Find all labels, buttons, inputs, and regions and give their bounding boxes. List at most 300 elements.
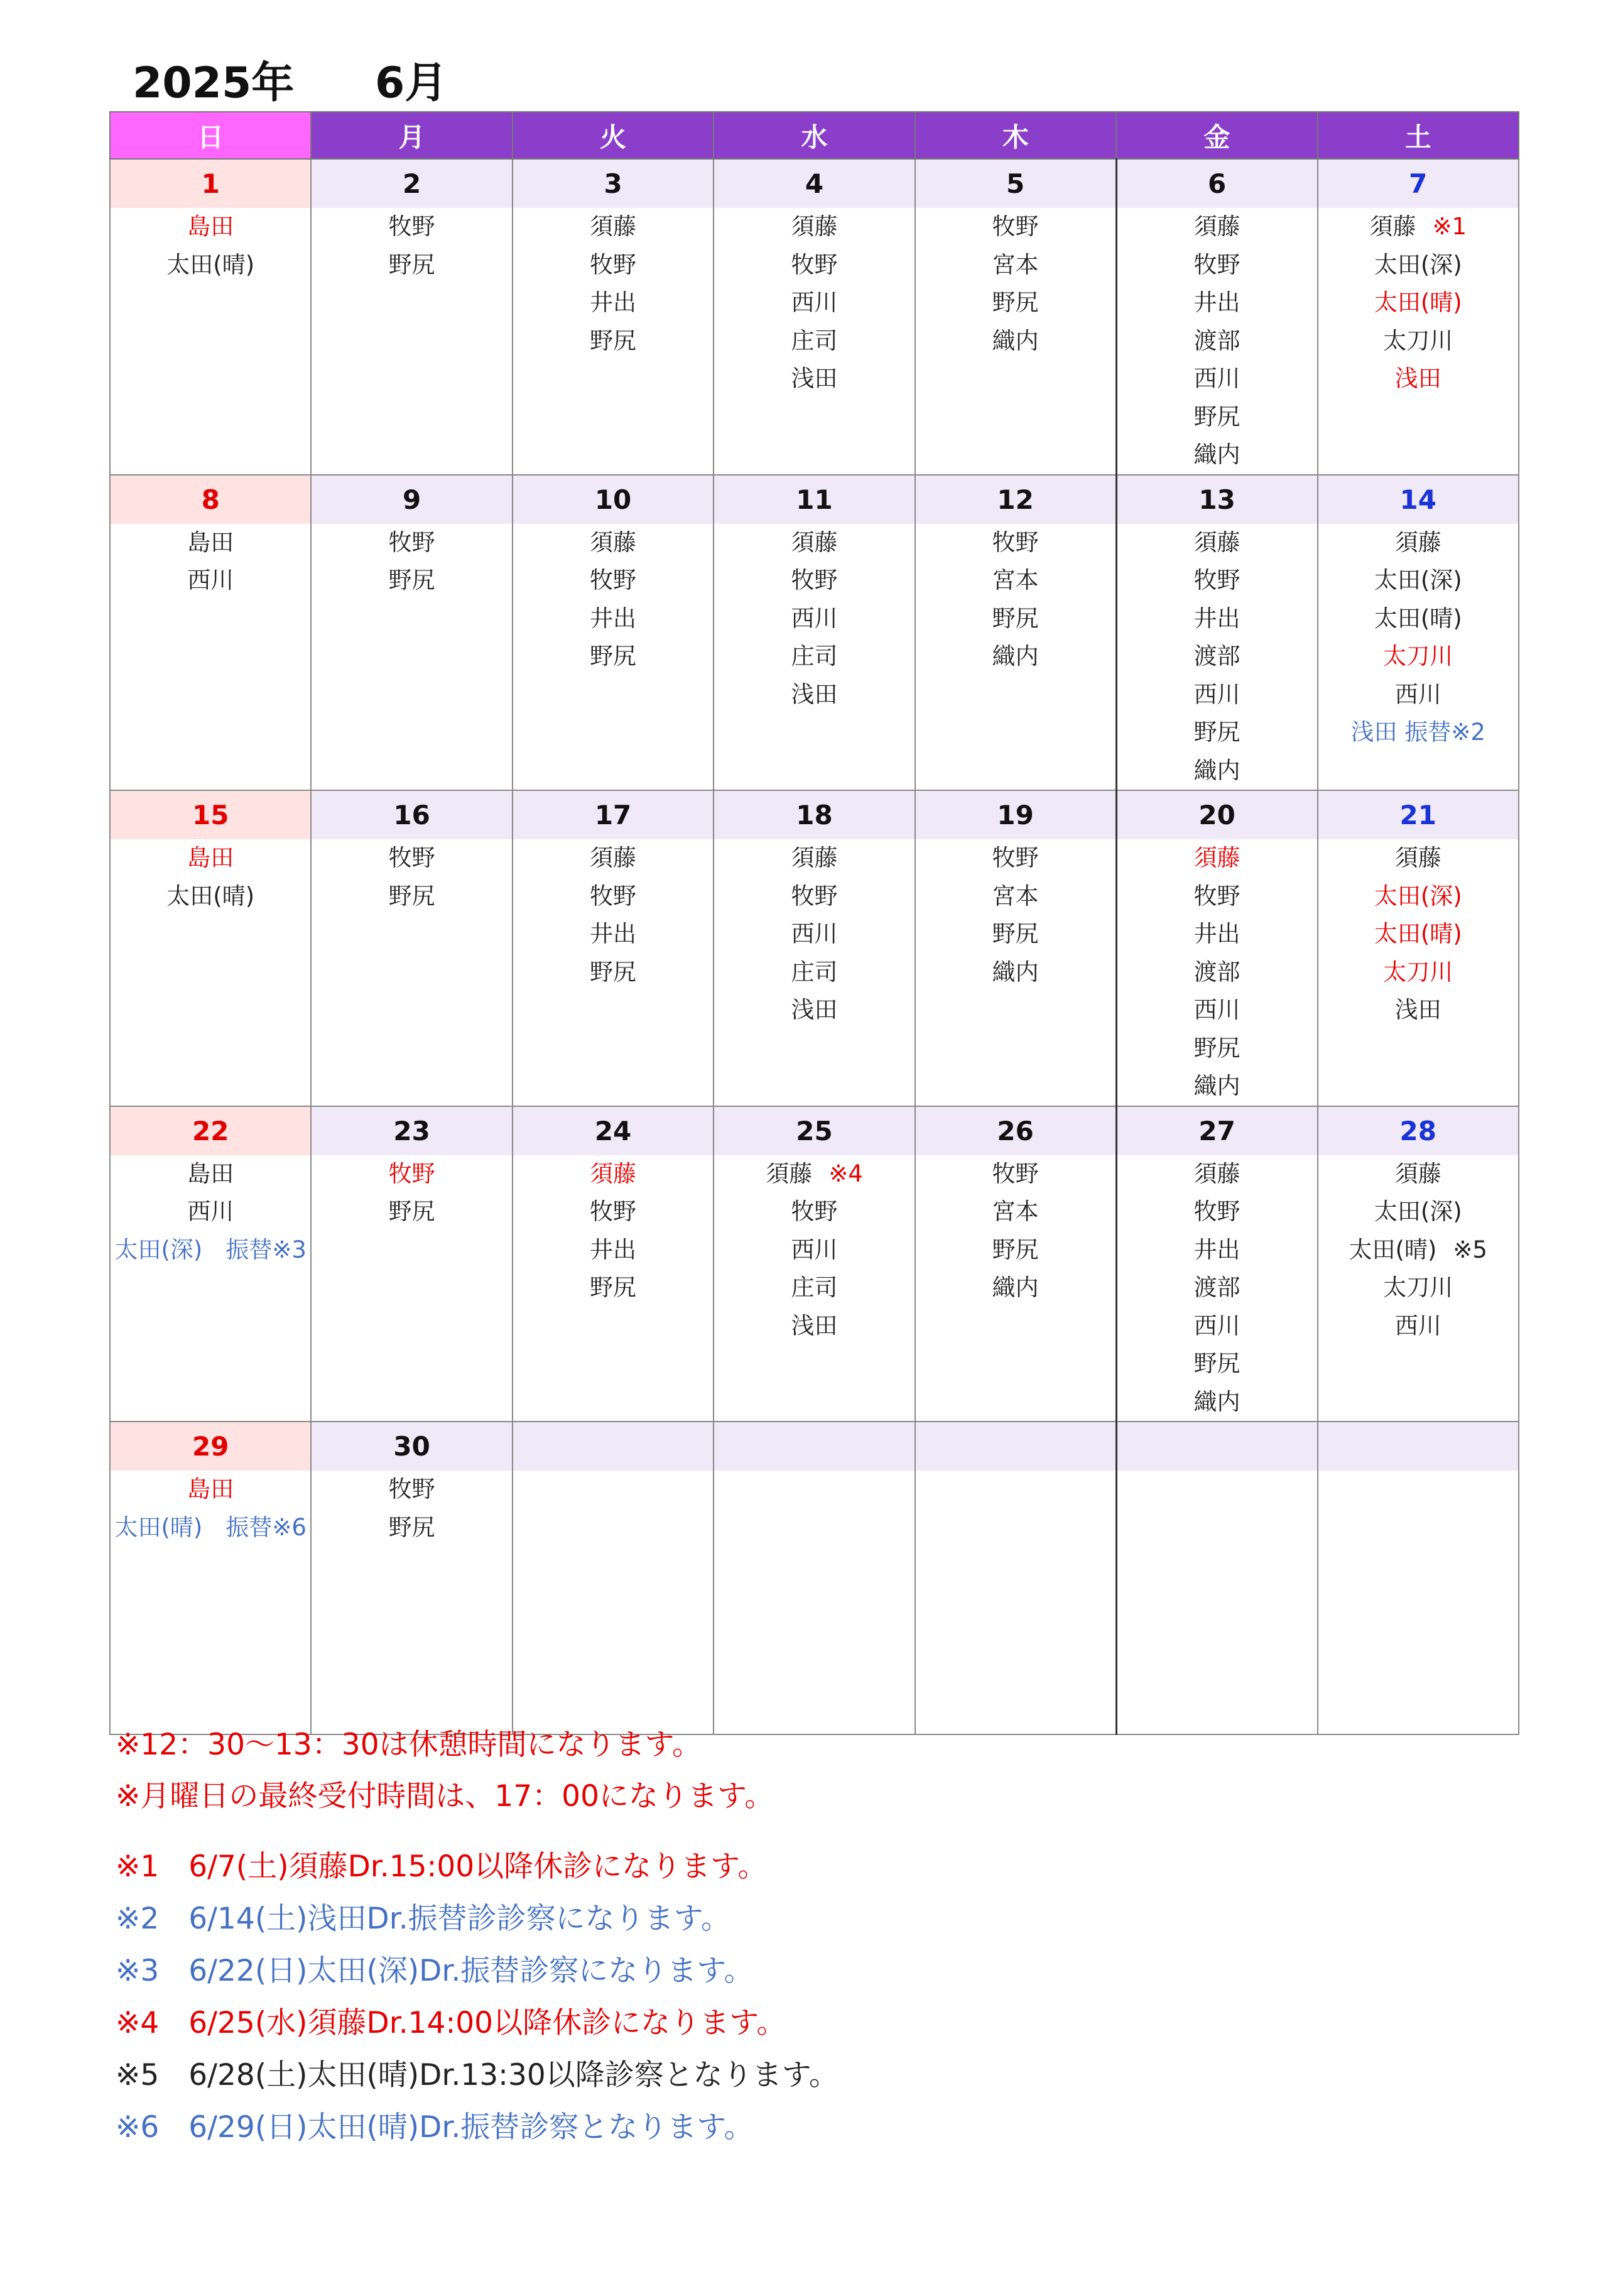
doctor-name-text: 須藤 bbox=[590, 528, 637, 556]
doctor-name-text: 野尻 bbox=[388, 1513, 435, 1541]
footnote: ※2 6/14(土)浅田Dr.振替診診察になります。 bbox=[116, 1902, 730, 1936]
doctor-name-text: 牧野 bbox=[791, 251, 838, 278]
day-cell bbox=[513, 475, 714, 791]
doctor-name bbox=[1318, 600, 1518, 638]
doctor-name bbox=[714, 284, 914, 322]
doctor-name bbox=[714, 1269, 914, 1307]
doctor-name-text: 井出 bbox=[1193, 604, 1240, 632]
day-number: 26 bbox=[916, 1107, 1115, 1155]
doctor-name bbox=[1318, 322, 1518, 361]
doctor-name-text: 須藤 bbox=[1394, 1160, 1441, 1187]
day-number: 8 bbox=[111, 476, 310, 524]
day-cell bbox=[1116, 1106, 1317, 1422]
doctor-name-text: 牧野 bbox=[791, 1198, 838, 1225]
doctor-name bbox=[1318, 562, 1518, 600]
doctor-name bbox=[1318, 954, 1518, 992]
doctor-name bbox=[916, 1193, 1115, 1231]
day-number: 3 bbox=[513, 160, 713, 208]
doctor-name bbox=[1318, 524, 1518, 562]
doctor-name-text: 牧野 bbox=[590, 1198, 637, 1225]
day-number: 29 bbox=[111, 1422, 310, 1471]
doctor-name-text: 野尻 bbox=[590, 327, 637, 354]
doctor-name bbox=[513, 322, 713, 361]
doctor-name-text: 宮本 bbox=[992, 882, 1039, 910]
day-number: 15 bbox=[111, 791, 310, 839]
doctor-name bbox=[111, 524, 310, 562]
doctor-name bbox=[714, 991, 914, 1030]
doctor-name bbox=[312, 1155, 511, 1194]
doctor-name-text: 須藤 bbox=[791, 844, 838, 871]
doctor-name-text: 西川 bbox=[1193, 680, 1240, 708]
doctor-name-text: 太田(深) bbox=[1374, 882, 1462, 910]
doctor-name bbox=[916, 524, 1115, 562]
day-number: 24 bbox=[513, 1107, 713, 1155]
day-number: 30 bbox=[312, 1422, 511, 1471]
day-cell bbox=[1116, 159, 1317, 475]
day-number: 16 bbox=[312, 791, 511, 839]
doctor-list bbox=[916, 208, 1115, 360]
doctor-name-text: 太田(晴) bbox=[1374, 289, 1462, 316]
doctor-name-text: 宮本 bbox=[992, 567, 1039, 594]
doctor-name bbox=[312, 1471, 511, 1509]
doctor-name-text: 井出 bbox=[1193, 289, 1240, 316]
footnote: ※月曜日の最終受付時間は、17：00になります。 bbox=[116, 1779, 774, 1814]
doctor-name-text: 織内 bbox=[992, 327, 1039, 354]
doctor-name-text: 西川 bbox=[187, 567, 234, 594]
week-row bbox=[110, 1422, 1519, 1734]
day-number bbox=[513, 1422, 713, 1471]
doctor-name bbox=[312, 524, 511, 562]
day-number: 10 bbox=[513, 476, 713, 524]
doctor-name bbox=[916, 562, 1115, 600]
doctor-list bbox=[312, 1155, 511, 1231]
doctor-name bbox=[916, 1269, 1115, 1307]
day-number bbox=[714, 1422, 914, 1471]
doctor-name-text: 渡部 bbox=[1193, 643, 1240, 670]
day-number: 19 bbox=[916, 791, 1115, 839]
doctor-name-text: 西川 bbox=[1394, 1312, 1441, 1339]
doctor-name-text: 島田 bbox=[187, 1160, 234, 1187]
doctor-name bbox=[1117, 954, 1317, 992]
doctor-name bbox=[1117, 524, 1317, 562]
doctor-name bbox=[916, 208, 1115, 246]
doctor-list bbox=[1117, 839, 1317, 1106]
doctor-name bbox=[513, 524, 713, 562]
doctor-name-text: 太田(晴) bbox=[1374, 604, 1462, 632]
day-number: 5 bbox=[916, 160, 1115, 208]
week-row bbox=[110, 475, 1519, 791]
doctor-name-text: 庄司 bbox=[791, 1274, 838, 1301]
doctor-name bbox=[513, 1231, 713, 1270]
day-number: 23 bbox=[312, 1107, 511, 1155]
doctor-list bbox=[312, 1471, 511, 1547]
doctor-name-text: 牧野 bbox=[791, 567, 838, 594]
doctor-name bbox=[1117, 436, 1317, 474]
doctor-name-text: 牧野 bbox=[388, 1476, 435, 1503]
doctor-name-text: 庄司 bbox=[791, 958, 838, 986]
doctor-name-text: 牧野 bbox=[1193, 567, 1240, 594]
doctor-name-text: 島田 bbox=[187, 1476, 234, 1503]
doctor-name bbox=[1117, 1383, 1317, 1422]
footnote: ※5 6/28(土)太田(晴)Dr.13:30以降診察となります。 bbox=[116, 2058, 839, 2092]
doctor-name bbox=[1117, 1269, 1317, 1307]
doctor-name-text: 太田(晴) bbox=[1374, 920, 1462, 947]
doctor-name bbox=[1117, 284, 1317, 322]
day-cell bbox=[915, 790, 1116, 1106]
doctor-name-text: 西川 bbox=[1394, 680, 1441, 708]
day-cell bbox=[714, 1106, 915, 1422]
doctor-name bbox=[1117, 991, 1317, 1030]
day-cell bbox=[1116, 475, 1317, 791]
doctor-name bbox=[312, 246, 511, 285]
doctor-name bbox=[1117, 322, 1317, 361]
doctor-name bbox=[513, 562, 713, 600]
doctor-list bbox=[714, 208, 914, 398]
doctor-name bbox=[1117, 1345, 1317, 1383]
empty-day-cell bbox=[915, 1422, 1116, 1734]
doctor-name-text: 井出 bbox=[590, 604, 637, 632]
doctor-name-text: 牧野 bbox=[388, 528, 435, 556]
doctor-list bbox=[513, 839, 713, 991]
doctor-name bbox=[916, 839, 1115, 878]
doctor-name bbox=[714, 638, 914, 676]
month-label: 6月 bbox=[375, 58, 448, 108]
doctor-name bbox=[111, 839, 310, 878]
weekday-sun: 日 bbox=[110, 112, 311, 159]
doctor-name-text: 牧野 bbox=[388, 213, 435, 240]
weekday-header-row bbox=[110, 112, 1519, 159]
footnote: ※6 6/29(日)太田(晴)Dr.振替診察となります。 bbox=[116, 2110, 754, 2145]
day-number: 18 bbox=[714, 791, 914, 839]
doctor-name-text: 牧野 bbox=[590, 251, 637, 278]
doctor-list bbox=[916, 524, 1115, 676]
day-cell bbox=[513, 790, 714, 1106]
doctor-name-text: 牧野 bbox=[791, 882, 838, 910]
doctor-name bbox=[513, 915, 713, 954]
doctor-name bbox=[714, 524, 914, 562]
doctor-name-text: 須藤 bbox=[1394, 844, 1441, 871]
day-cell bbox=[311, 1106, 512, 1422]
doctor-list bbox=[111, 524, 310, 600]
week-row bbox=[110, 790, 1519, 1106]
day-number: 1 bbox=[111, 160, 310, 208]
doctor-name bbox=[916, 322, 1115, 361]
doctor-name-text: 西川 bbox=[1193, 365, 1240, 392]
empty-day-cell bbox=[714, 1422, 915, 1734]
doctor-name bbox=[1318, 246, 1518, 285]
doctor-name-text: 野尻 bbox=[388, 567, 435, 594]
doctor-name-text: 井出 bbox=[590, 289, 637, 316]
weekday-sat: 土 bbox=[1318, 112, 1519, 159]
doctor-name-text: 渡部 bbox=[1193, 958, 1240, 986]
doctor-name bbox=[916, 1155, 1115, 1194]
doctor-name-text: 浅田 bbox=[791, 365, 838, 392]
doctor-name bbox=[714, 1307, 914, 1346]
footnote: ※4 6/25(水)須藤Dr.14:00以降休診になります。 bbox=[116, 2006, 786, 2040]
doctor-name bbox=[1318, 991, 1518, 1030]
day-cell bbox=[1318, 159, 1519, 475]
doctor-list bbox=[714, 1155, 914, 1346]
doctor-name bbox=[714, 915, 914, 954]
doctor-name bbox=[1318, 638, 1518, 676]
doctor-name bbox=[312, 208, 511, 246]
doctor-name bbox=[1318, 284, 1518, 322]
doctor-name-text: 野尻 bbox=[590, 643, 637, 670]
doctor-name-text: 太田(深) 振替※3 bbox=[114, 1236, 307, 1263]
day-cell bbox=[110, 159, 311, 475]
empty-day-cell bbox=[1116, 1422, 1317, 1734]
doctor-name bbox=[916, 638, 1115, 676]
doctor-name bbox=[513, 246, 713, 285]
doctor-name bbox=[1117, 915, 1317, 954]
doctor-name bbox=[916, 284, 1115, 322]
doctor-name-text: 野尻 bbox=[992, 604, 1039, 632]
doctor-name bbox=[513, 638, 713, 676]
doctor-name bbox=[513, 600, 713, 638]
doctor-name-text: 牧野 bbox=[590, 567, 637, 594]
doctor-list bbox=[312, 524, 511, 600]
doctor-name bbox=[714, 246, 914, 285]
doctor-name bbox=[714, 360, 914, 398]
day-cell bbox=[714, 790, 915, 1106]
day-number: 4 bbox=[714, 160, 914, 208]
doctor-name bbox=[1117, 714, 1317, 752]
empty-day-cell bbox=[513, 1422, 714, 1734]
doctor-name-text: 太田(晴) bbox=[166, 882, 255, 910]
doctor-name bbox=[111, 562, 310, 600]
doctor-name bbox=[1318, 208, 1518, 246]
doctor-name bbox=[916, 1231, 1115, 1270]
day-cell bbox=[513, 159, 714, 475]
doctor-name bbox=[714, 562, 914, 600]
doctor-name bbox=[714, 954, 914, 992]
doctor-name bbox=[312, 1193, 511, 1231]
day-cell bbox=[1318, 1106, 1519, 1422]
doctor-name-text: 牧野 bbox=[388, 1160, 435, 1187]
day-cell bbox=[311, 475, 512, 791]
doctor-name bbox=[111, 1231, 310, 1270]
doctor-list bbox=[1318, 839, 1518, 1030]
doctor-name-text: 太刀川 bbox=[1383, 643, 1453, 670]
doctor-name-text: 須藤 bbox=[1193, 844, 1240, 871]
day-cell bbox=[714, 475, 915, 791]
doctor-name-text: 西川 bbox=[791, 289, 838, 316]
day-number: 9 bbox=[312, 476, 511, 524]
doctor-list bbox=[1117, 1155, 1317, 1422]
doctor-name-text: 須藤 bbox=[791, 528, 838, 556]
doctor-list bbox=[1318, 524, 1518, 752]
doctor-name bbox=[1117, 1067, 1317, 1106]
doctor-name-text: 牧野 bbox=[1193, 882, 1240, 910]
doctor-list bbox=[916, 839, 1115, 991]
doctor-name bbox=[916, 915, 1115, 954]
doctor-name-text: 牧野 bbox=[992, 213, 1039, 240]
doctor-name-text: 牧野 bbox=[590, 882, 637, 910]
doctor-list bbox=[111, 208, 310, 284]
doctor-name-text: 井出 bbox=[590, 1236, 637, 1263]
doctor-name bbox=[916, 246, 1115, 285]
doctor-list bbox=[513, 208, 713, 360]
day-cell bbox=[714, 159, 915, 475]
doctor-name bbox=[1318, 360, 1518, 398]
doctor-name-text: 庄司 bbox=[791, 643, 838, 670]
doctor-list bbox=[111, 839, 310, 915]
footnote: ※12：30～13：30は休憩時間になります。 bbox=[116, 1727, 702, 1762]
doctor-name-text: 牧野 bbox=[992, 844, 1039, 871]
doctor-name bbox=[1117, 1030, 1317, 1068]
day-cell bbox=[1318, 790, 1519, 1106]
doctor-name-text: 須藤 bbox=[1193, 1160, 1240, 1187]
doctor-list bbox=[916, 1155, 1115, 1307]
note-mark: ※5 bbox=[1453, 1236, 1487, 1263]
doctor-name bbox=[714, 1155, 914, 1194]
day-number bbox=[1117, 1422, 1317, 1471]
doctor-name-text: 牧野 bbox=[992, 1160, 1039, 1187]
day-cell bbox=[110, 475, 311, 791]
doctor-name-text: 野尻 bbox=[992, 920, 1039, 947]
doctor-name-text: 牧野 bbox=[1193, 1198, 1240, 1225]
doctor-list bbox=[111, 1471, 310, 1547]
doctor-name-text: 太田(晴) bbox=[166, 251, 255, 278]
weekday-wed: 水 bbox=[714, 112, 915, 159]
doctor-name-text: 渡部 bbox=[1193, 1274, 1240, 1301]
doctor-name bbox=[1117, 638, 1317, 676]
day-number: 2 bbox=[312, 160, 511, 208]
doctor-name bbox=[312, 562, 511, 600]
day-cell bbox=[311, 790, 512, 1106]
doctor-name-text: 野尻 bbox=[388, 251, 435, 278]
doctor-name bbox=[513, 1193, 713, 1231]
empty-day-cell bbox=[1318, 1422, 1519, 1734]
doctor-name-text: 西川 bbox=[791, 920, 838, 947]
doctor-name bbox=[1117, 398, 1317, 437]
day-cell bbox=[915, 1106, 1116, 1422]
doctor-name bbox=[1318, 1307, 1518, 1346]
weekday-thu: 木 bbox=[915, 112, 1116, 159]
doctor-name bbox=[312, 878, 511, 916]
note-mark: ※4 bbox=[828, 1160, 863, 1187]
day-cell bbox=[1318, 475, 1519, 791]
doctor-name-text: 野尻 bbox=[992, 289, 1039, 316]
doctor-name-text: 須藤 bbox=[1193, 528, 1240, 556]
doctor-name bbox=[1318, 1231, 1518, 1270]
day-number: 20 bbox=[1117, 791, 1317, 839]
doctor-name bbox=[714, 208, 914, 246]
doctor-name bbox=[714, 1193, 914, 1231]
doctor-name bbox=[714, 676, 914, 714]
doctor-name bbox=[916, 878, 1115, 916]
doctor-list bbox=[312, 839, 511, 915]
calendar-grid bbox=[109, 111, 1519, 1735]
doctor-name bbox=[513, 954, 713, 992]
doctor-name-text: 織内 bbox=[1193, 756, 1240, 784]
doctor-name bbox=[1117, 246, 1317, 285]
doctor-name-text: 野尻 bbox=[590, 958, 637, 986]
doctor-name-text: 太田(深) bbox=[1374, 567, 1462, 594]
doctor-name-text: 須藤 bbox=[791, 213, 838, 240]
doctor-name bbox=[312, 839, 511, 878]
doctor-name bbox=[513, 839, 713, 878]
day-cell bbox=[915, 475, 1116, 791]
doctor-name-text: 織内 bbox=[1193, 441, 1240, 468]
day-number: 13 bbox=[1117, 476, 1317, 524]
doctor-list bbox=[1318, 208, 1518, 398]
doctor-name-text: 野尻 bbox=[388, 882, 435, 910]
day-number: 22 bbox=[111, 1107, 310, 1155]
doctor-name-text: 牧野 bbox=[388, 844, 435, 871]
doctor-name bbox=[111, 878, 310, 916]
doctor-name bbox=[111, 1471, 310, 1509]
doctor-name-text: 宮本 bbox=[992, 251, 1039, 278]
doctor-list bbox=[1117, 524, 1317, 790]
doctor-name bbox=[1318, 878, 1518, 916]
doctor-list bbox=[714, 524, 914, 714]
doctor-list bbox=[513, 524, 713, 676]
doctor-name bbox=[1318, 676, 1518, 714]
doctor-name bbox=[1318, 839, 1518, 878]
doctor-name bbox=[111, 1193, 310, 1231]
day-cell bbox=[110, 1106, 311, 1422]
doctor-name-text: 須藤 bbox=[1369, 213, 1416, 240]
doctor-name-text: 野尻 bbox=[590, 1274, 637, 1301]
footnote: ※3 6/22(日)太田(深)Dr.振替診察になります。 bbox=[116, 1954, 754, 1988]
doctor-name-text: 渡部 bbox=[1193, 327, 1240, 354]
doctor-name-text: 太田(深) bbox=[1374, 1198, 1462, 1225]
doctor-name bbox=[714, 878, 914, 916]
doctor-name-text: 織内 bbox=[992, 958, 1039, 986]
doctor-name-text: 野尻 bbox=[1193, 403, 1240, 430]
doctor-name bbox=[1117, 208, 1317, 246]
doctor-name-text: 太刀川 bbox=[1383, 1274, 1453, 1301]
doctor-name-text: 庄司 bbox=[791, 327, 838, 354]
doctor-name-text: 島田 bbox=[187, 213, 234, 240]
doctor-name-text: 須藤 bbox=[590, 1160, 637, 1187]
weekday-tue: 火 bbox=[513, 112, 714, 159]
doctor-name bbox=[1117, 1155, 1317, 1194]
day-cell bbox=[110, 1422, 311, 1734]
doctor-name-text: 織内 bbox=[1193, 1388, 1240, 1415]
doctor-name bbox=[111, 208, 310, 246]
doctor-name-text: 織内 bbox=[992, 1274, 1039, 1301]
doctor-name bbox=[1117, 1231, 1317, 1270]
day-number bbox=[1318, 1422, 1518, 1471]
doctor-name-text: 西川 bbox=[1193, 1312, 1240, 1339]
doctor-name bbox=[1117, 839, 1317, 878]
doctor-name bbox=[312, 1509, 511, 1547]
doctor-name bbox=[1117, 600, 1317, 638]
day-cell bbox=[513, 1106, 714, 1422]
day-number: 28 bbox=[1318, 1107, 1518, 1155]
doctor-name-text: 井出 bbox=[590, 920, 637, 947]
doctor-name bbox=[513, 208, 713, 246]
day-cell bbox=[915, 159, 1116, 475]
doctor-name-text: 須藤 bbox=[590, 844, 637, 871]
doctor-name-text: 浅田 振替※2 bbox=[1350, 719, 1485, 746]
doctor-name bbox=[513, 284, 713, 322]
doctor-name-text: 浅田 bbox=[791, 680, 838, 708]
doctor-name-text: 西川 bbox=[791, 604, 838, 632]
doctor-name bbox=[1318, 714, 1518, 752]
doctor-name-text: 織内 bbox=[992, 643, 1039, 670]
doctor-name bbox=[1117, 562, 1317, 600]
doctor-name bbox=[714, 600, 914, 638]
doctor-name-text: 井出 bbox=[1193, 1236, 1240, 1263]
doctor-name bbox=[916, 954, 1115, 992]
doctor-list bbox=[111, 1155, 310, 1270]
day-number: 21 bbox=[1318, 791, 1518, 839]
note-mark: ※1 bbox=[1432, 213, 1467, 240]
doctor-list bbox=[714, 839, 914, 1030]
